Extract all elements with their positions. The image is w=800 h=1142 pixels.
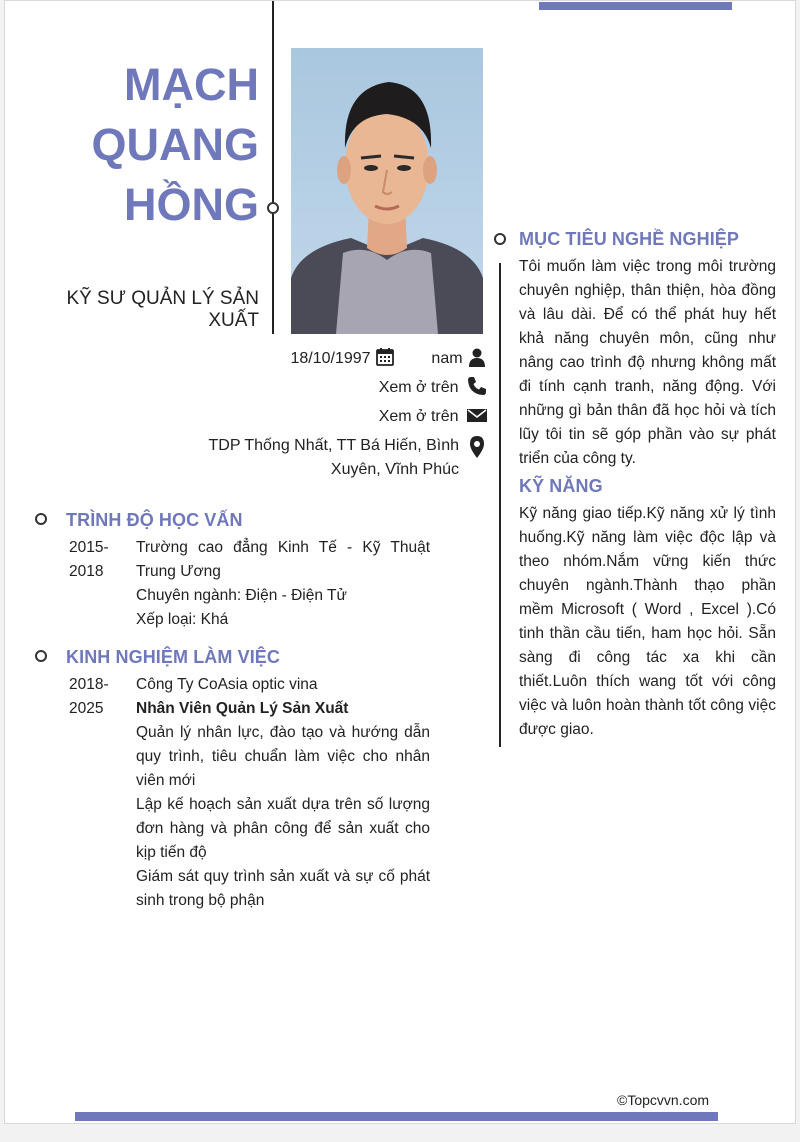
mail-icon [467,405,487,425]
email-row [305,405,487,429]
calendar-icon [375,347,395,367]
address-row [205,434,459,482]
person-icon [467,347,487,367]
header-timeline-line [272,1,274,334]
address-value: TDP Thống Nhất, TT Bá Hiến, Bình Xuyên, Vĩnh Phúc [208,437,459,478]
avatar-photo [291,48,483,334]
cv-page [4,0,796,1124]
header-timeline-dot [267,202,279,214]
objective-title: MỤC TIÊU NGHỀ NGHIỆP [519,229,740,249]
experience-details [136,673,430,913]
gender-row [405,347,487,371]
name-line-1: MẠCH [124,59,259,110]
experience-title: KINH NGHIỆM LÀM VIỆC [66,647,281,667]
experience-dot [35,650,47,662]
phone-icon [467,376,487,396]
experience-duty: Quản lý nhân lực, đào tạo và hướng dẫn quy trình, tiêu chuẩn làm việc cho nhân viên mới [136,724,430,789]
experience-year-start: 2018- [69,676,109,693]
experience-company: Công Ty CoAsia optic vina [136,676,318,693]
experience-position: Nhân Viên Quản Lý Sản Xuất [136,700,349,717]
education-dot [35,513,47,525]
top-accent-bar [539,2,732,10]
phone-value: Xem ở trên [378,379,459,396]
experience-year [69,673,119,721]
experience-year-end: 2025 [69,700,104,717]
right-column-line [499,263,501,747]
experience-duty: Giám sát quy trình sản xuất và sự cố phát sinh trong bộ phận [136,868,430,909]
email-value: Xem ở trên [378,408,459,425]
objective-text: Tôi muốn làm việc trong môi trường chuyên nghiệp, thân thiện, hòa đồng và lâu dài. Để có thể phát huy hết khả năng chuyên môn, cũng như nâng cao trình độ nhưng không mất đi tính cạnh tranh, năng động. Với những gì bản thân đã học hỏi và tích lũy tôi tin sẽ góp phần vào sự phát triển của công ty. [519,258,776,467]
birthday-value: 18/10/1997 [290,350,371,367]
education-year-end: 2018 [69,563,104,580]
skills-text: Kỹ năng giao tiếp.Kỹ năng xử lý tình huống.Kỹ năng làm việc độc lập và theo nhóm.Nắm vững kiến thức chuyên ngành.Thành thạo phần mềm Microsoft ( Word , Excel ).Có tinh thần cầu tiến, ham học hỏi. Sẵn sàng đi công tác xa khi cần thiết.Luôn thích wang tốt với công việc và luôn hoàn thành tốt công việc được giao. [519,505,776,738]
person-photo-illustration [291,48,483,334]
experience-duty: Lập kế hoạch sản xuất dựa trên số lượng đơn hàng và phân công để sản xuất cho kịp tiến độ [136,796,430,861]
objective-dot [494,233,506,245]
education-major: Chuyên ngành: Điện - Điện Tử [136,587,347,604]
phone-row [305,376,487,400]
education-year [69,536,119,584]
location-icon [467,435,487,455]
gender-value: nam [431,350,463,367]
education-year-start: 2015- [69,539,109,556]
name-line-3: HỒNG [124,179,259,230]
full-name [19,55,259,235]
copyright-note: ©Topcvvn.com [617,1092,710,1108]
education-school: Trường cao đẳng Kinh Tế - Kỹ Thuật Trung Ương [136,539,430,580]
name-line-2: QUANG [91,119,259,170]
skills-title: KỸ NĂNG [519,476,603,496]
job-title: KỸ SƯ QUẢN LÝ SẢN XUẤT [66,288,259,331]
bottom-accent-bar [75,1112,718,1121]
education-title: TRÌNH ĐỘ HỌC VẤN [66,510,243,530]
education-details [136,536,430,632]
education-grade: Xếp loại: Khá [136,611,229,628]
birthday-row [255,347,395,371]
